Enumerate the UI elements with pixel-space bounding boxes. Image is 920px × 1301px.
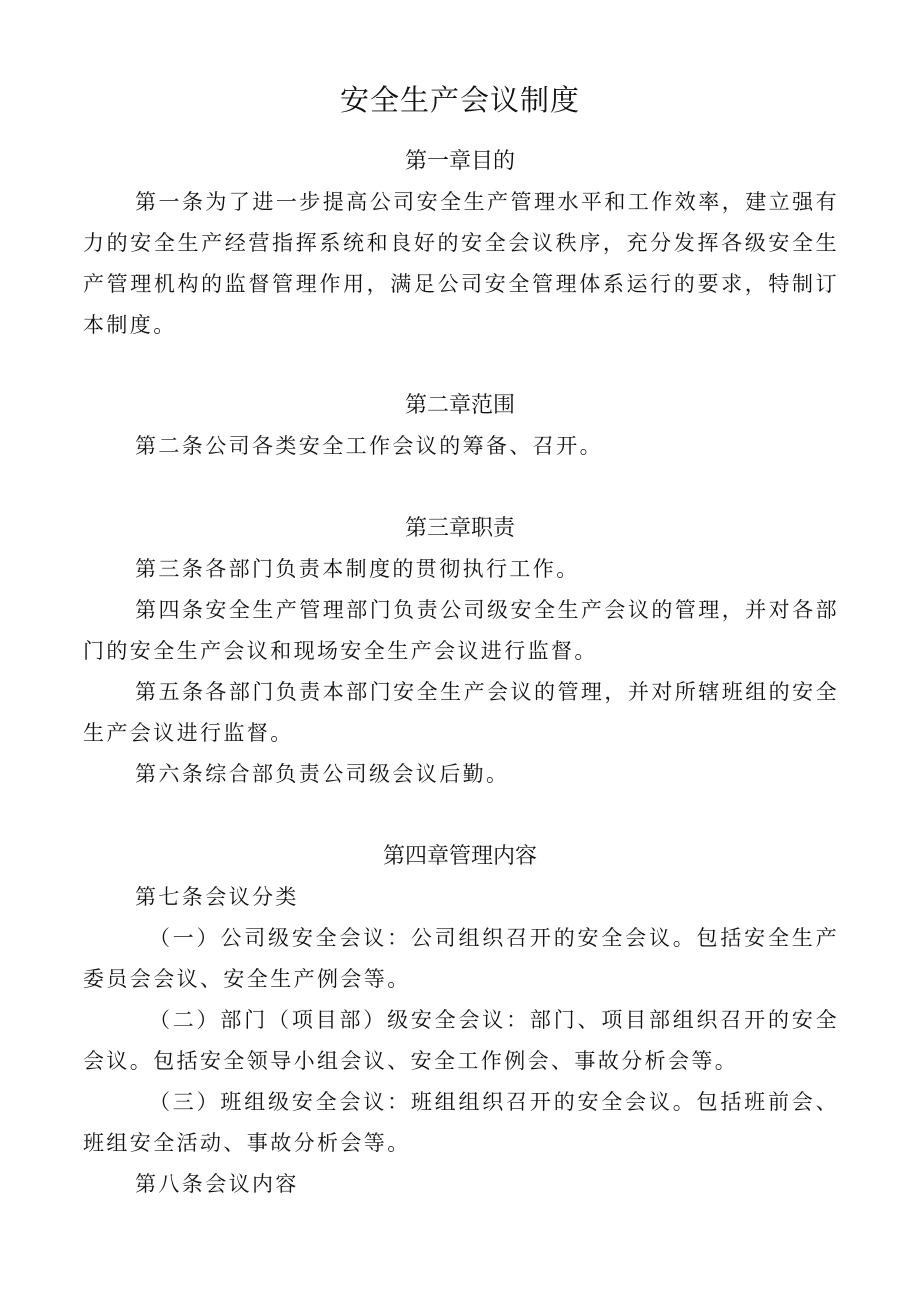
article-paragraph: （二）部门（项目部）级安全会议：部门、项目部组织召开的安全会议。包括安全领导小组会议、安全工作例会、事故分析会等。 [83,1008,839,1073]
article-paragraph: 第四条安全生产管理部门负责公司级安全生产会议的管理，并对各部门的安全生产会议和现场安全生产会议进行监督。 [83,598,839,663]
chapter-heading: 第一章目的 [404,149,515,174]
article-paragraph: （一）公司级安全会议：公司组织召开的安全会议。包括安全生产委员会会议、安全生产例会等。 [83,926,839,991]
document-title: 安全生产会议制度 [339,83,580,117]
article-paragraph: （三）班组级安全会议：班组组织召开的安全会议。包括班前会、班组安全活动、事故分析会等。 [83,1090,839,1155]
article-paragraph: 第二条公司各类安全工作会议的筹备、召开。 [135,434,603,458]
article-paragraph: 第八条会议内容 [135,1172,299,1196]
chapter-heading: 第二章范围 [404,393,515,418]
article-paragraph: 第七条会议分类 [135,885,299,909]
article-paragraph: 第三条各部门负责本制度的贯彻执行工作。 [135,557,580,581]
article-paragraph: 第一条为了进一步提高公司安全生产管理水平和工作效率，建立强有力的安全生产经营指挥系统和良好的安全会议秩序，充分发挥各级安全生产管理机构的监督管理作用，满足公司安全管理体系运行的要求，特制订本制度。 [83,190,839,337]
chapter-heading: 第四章管理内容 [382,844,537,869]
article-paragraph: 第五条各部门负责本部门安全生产会议的管理，并对所辖班组的安全生产会议进行监督。 [83,680,839,745]
article-paragraph: 第六条综合部负责公司级会议后勤。 [135,762,510,786]
chapter-heading: 第三章职责 [404,516,515,541]
